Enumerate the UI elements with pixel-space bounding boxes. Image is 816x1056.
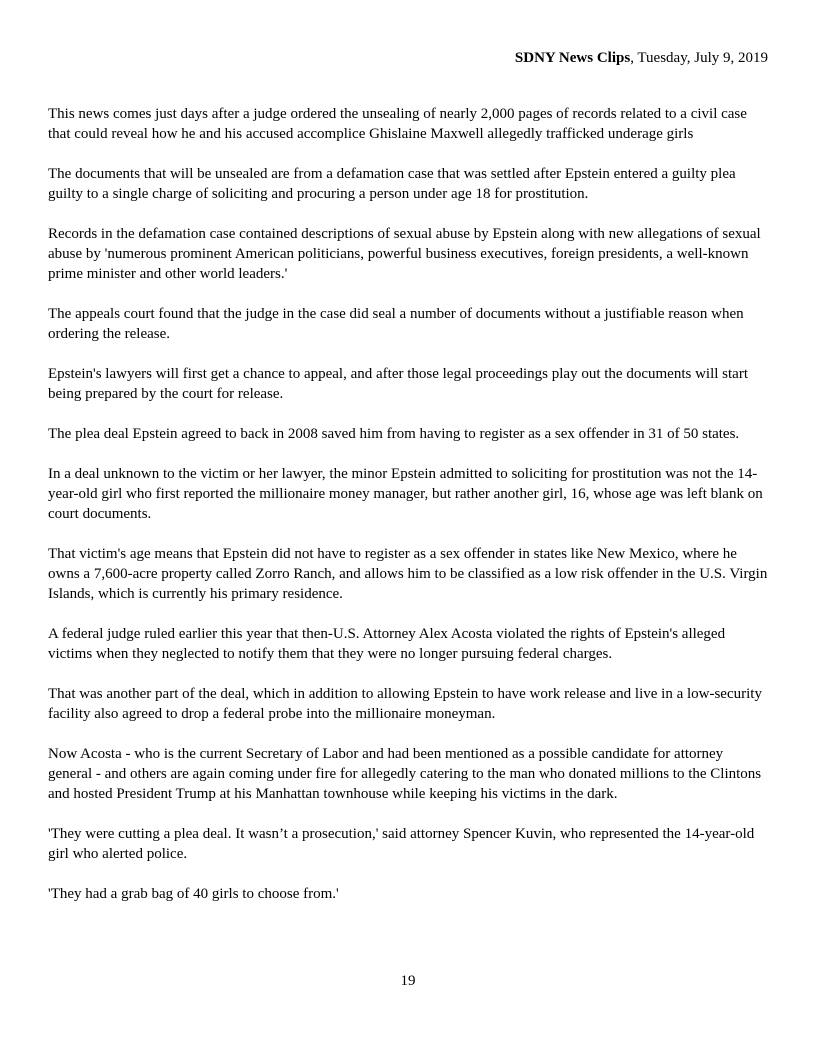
paragraph: The appeals court found that the judge in the case did seal a number of documents without a justifiable reason when ordering the release. bbox=[48, 306, 744, 342]
paragraph: Now Acosta - who is the current Secretary of Labor and had been mentioned as a possible candidate for attorney general - and others are again coming under fire for allegedly catering to the man who donated millions to the Clintons and hosted President Trump at his Manhattan townhouse while keeping his victims in the dark. bbox=[48, 746, 762, 802]
paragraph: The plea deal Epstein agreed to back in 2008 saved him from having to register as a sex offender in 31 of 50 states. bbox=[48, 426, 740, 442]
paragraph: Epstein's lawyers will first get a chance to appeal, and after those legal proceedings play out the documents will start being prepared by the court for release. bbox=[48, 366, 748, 402]
paragraph: A federal judge ruled earlier this year that then-U.S. Attorney Alex Acosta violated the rights of Epstein's alleged victims when they neglected to notify them that they were no longer pursuing federal charges. bbox=[48, 626, 726, 662]
paragraph: This news comes just days after a judge ordered the unsealing of nearly 2,000 pages of records related to a civil case that could reveal how he and his accused accomplice Ghislaine Maxwell allegedly trafficked underage girls bbox=[48, 106, 747, 142]
paragraph: 'They had a grab bag of 40 girls to choose from.' bbox=[48, 886, 339, 902]
paragraph: The documents that will be unsealed are from a defamation case that was settled after Epstein entered a guilty plea guilty to a single charge of soliciting and procuring a person under age 18 for prostitution. bbox=[48, 166, 736, 202]
article-body bbox=[48, 104, 770, 924]
publication-name: SDNY News Clips bbox=[514, 50, 631, 66]
paragraph: That was another part of the deal, which in addition to allowing Epstein to have work release and live in a low-security facility also agreed to drop a federal probe into the millionaire moneyman. bbox=[48, 686, 762, 722]
paragraph: Records in the defamation case contained descriptions of sexual abuse by Epstein along with new allegations of sexual abuse by 'numerous prominent American politicians, powerful business executives, foreign presidents, a well-known prime minister and other world leaders.' bbox=[48, 226, 761, 282]
paragraph: That victim's age means that Epstein did not have to register as a sex offender in states like New Mexico, where he owns a 7,600-acre property called Zorro Ranch, and allows him to be classified as a low risk offender in the U.S. Virgin Islands, which is currently his primary residence. bbox=[48, 546, 768, 602]
page-header bbox=[515, 48, 768, 68]
paragraph: 'They were cutting a plea deal. It wasn’t a prosecution,' said attorney Spencer Kuvin, who represented the 14-year-old girl who alerted police. bbox=[48, 826, 755, 862]
page-number: 19 bbox=[400, 973, 416, 989]
paragraph: In a deal unknown to the victim or her lawyer, the minor Epstein admitted to soliciting for prostitution was not the 14-year-old girl who first reported the millionaire money manager, but rather another girl, 16, whose age was left blank on court documents. bbox=[48, 466, 763, 522]
header-date: , Tuesday, July 9, 2019 bbox=[630, 50, 768, 66]
